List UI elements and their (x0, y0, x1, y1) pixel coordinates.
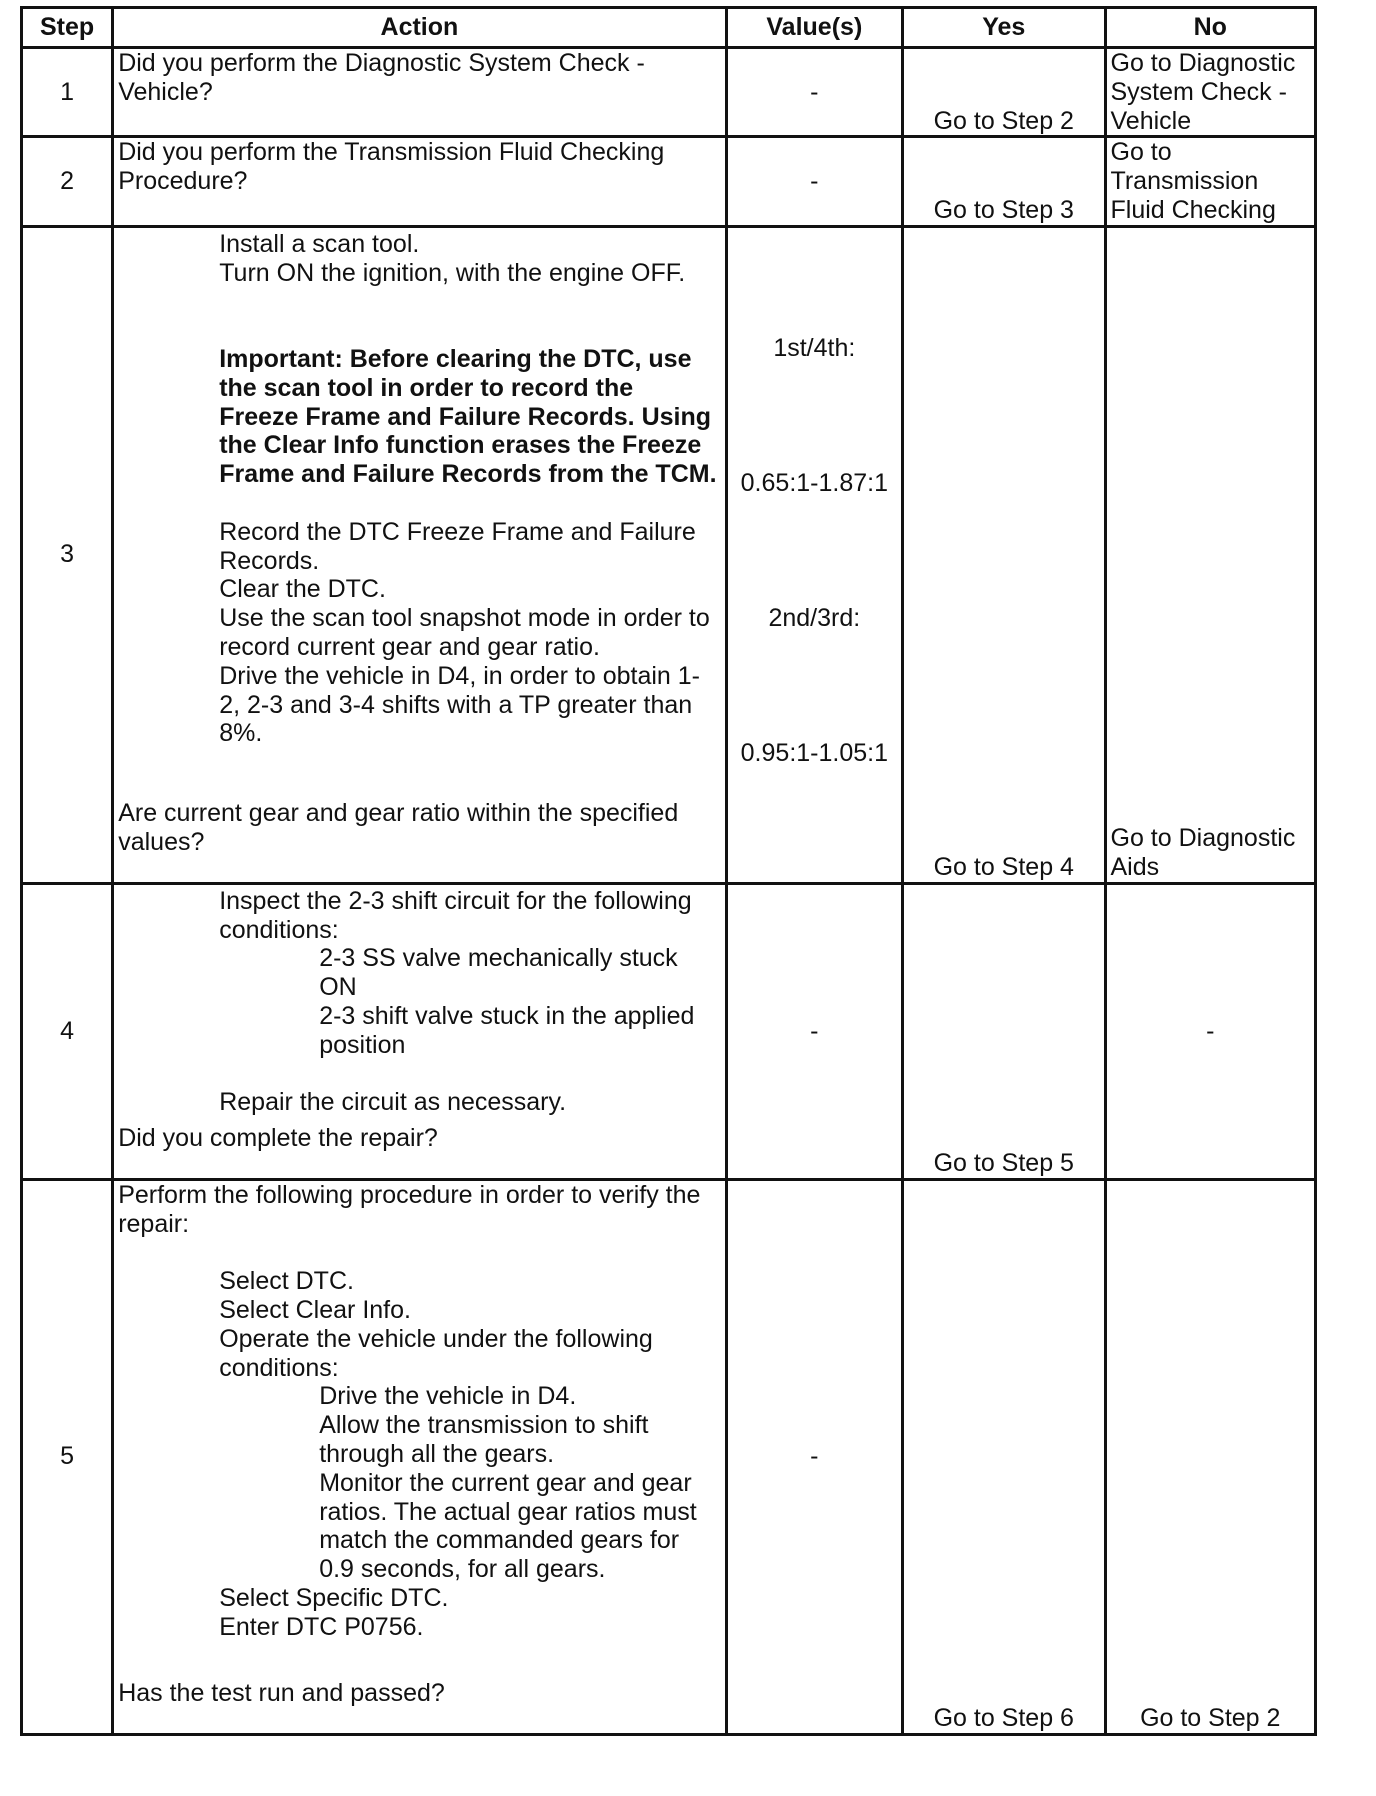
no-link[interactable]: Go to Diagnostic Aids (1110, 824, 1296, 881)
action-step: Enter DTC P0756. (219, 1612, 424, 1641)
action-step: Clear the DTC. (219, 575, 386, 604)
table-row-step-4 (22, 883, 1316, 1179)
value-cell: - (726, 48, 902, 137)
action-step: Repair the circuit as necessary. (219, 1088, 567, 1117)
diagnostic-table (20, 6, 1317, 1736)
action-step: Select Clear Info. (219, 1295, 411, 1324)
table-row-step-1 (22, 48, 1316, 137)
header-action: Action (113, 8, 726, 48)
yes-cell (903, 1179, 1105, 1734)
header-no: No (1105, 8, 1316, 48)
yes-cell (903, 48, 1105, 137)
yes-link[interactable]: Go to Step 2 (933, 106, 1074, 135)
yes-link[interactable]: Go to Step 6 (933, 1703, 1074, 1732)
value-range: 0.95:1-1.05:1 (740, 738, 888, 767)
yes-link[interactable]: Go to Step 4 (933, 852, 1074, 881)
action-text (113, 48, 726, 137)
header-step: Step (22, 8, 113, 48)
action-step: Select DTC. (219, 1267, 354, 1296)
action-step: Select Specific DTC. (219, 1583, 449, 1612)
action-question: Did you perform the Transmission Fluid Checking Procedure? (118, 138, 665, 196)
action-question: Did you complete the repair? (118, 1123, 438, 1152)
action-step: Install a scan tool. (219, 229, 420, 258)
header-yes: Yes (903, 8, 1105, 48)
yes-cell (903, 226, 1105, 883)
action-substep: Drive the vehicle in D4. (319, 1382, 577, 1411)
no-cell: - (1105, 883, 1316, 1179)
table-row-step-3 (22, 226, 1316, 883)
header-row (22, 8, 1316, 48)
action-substep: 2-3 SS valve mechanically stuck ON (319, 944, 678, 1002)
table-row-step-2 (22, 137, 1316, 226)
action-substep: Allow the transmission to shift through all the gears. (319, 1411, 649, 1468)
important-note: Important: Before clearing the DTC, use the scan tool in order to record the Freeze Frame and Failure Records. Using the Clear Info function erases the Freeze Frame and Failure Records from the TCM. (219, 344, 717, 489)
value-label: 1st/4th: (773, 333, 856, 362)
no-cell (1105, 226, 1316, 883)
action-text (113, 226, 726, 883)
action-text (113, 137, 726, 226)
action-step: Turn ON the ignition, with the engine OFF. (219, 258, 686, 287)
no-link[interactable]: Go to Diagnostic System Check - Vehicle (1110, 49, 1296, 135)
action-step: Operate the vehicle under the following conditions: (219, 1324, 653, 1382)
yes-link[interactable]: Go to Step 3 (933, 195, 1074, 224)
value-range: 0.65:1-1.87:1 (740, 468, 888, 497)
step-number: 4 (22, 883, 113, 1179)
value-label: 2nd/3rd: (768, 603, 861, 632)
step-number: 2 (22, 137, 113, 226)
header-values: Value(s) (726, 8, 902, 48)
yes-cell (903, 883, 1105, 1179)
action-intro: Perform the following procedure in order to verify the repair: (118, 1180, 701, 1238)
table-row-step-5 (22, 1179, 1316, 1734)
action-text (113, 883, 726, 1179)
action-substep: Monitor the current gear and gear ratios. The actual gear ratios must match the commanded gears for 0.9 seconds, for all gears. (319, 1468, 697, 1584)
value-cell (726, 226, 902, 883)
no-cell (1105, 48, 1316, 137)
no-cell (1105, 137, 1316, 226)
yes-cell (903, 137, 1105, 226)
step-number: 1 (22, 48, 113, 137)
action-substep: 2-3 shift valve stuck in the applied position (319, 1001, 695, 1059)
action-text (113, 1179, 726, 1734)
action-question: Did you perform the Diagnostic System Check - Vehicle? (118, 49, 645, 106)
action-question: Are current gear and gear ratio within the specified values? (118, 799, 679, 856)
step-number: 5 (22, 1179, 113, 1734)
no-cell (1105, 1179, 1316, 1734)
action-step: Use the scan tool snapshot mode in order to record current gear and gear ratio. (219, 604, 710, 661)
no-link[interactable]: Go to Transmission Fluid Checking (1110, 138, 1276, 224)
value-cell: - (726, 883, 902, 1179)
value-cell: - (726, 1179, 902, 1734)
step-number: 3 (22, 226, 113, 883)
action-step: Inspect the 2-3 shift circuit for the following conditions: (219, 886, 692, 944)
no-link[interactable]: Go to Step 2 (1140, 1703, 1281, 1732)
yes-link[interactable]: Go to Step 5 (933, 1148, 1074, 1177)
action-step: Drive the vehicle in D4, in order to obtain 1-2, 2-3 and 3-4 shifts with a TP greater than 8%. (219, 661, 701, 748)
value-cell: - (726, 137, 902, 226)
action-step: Record the DTC Freeze Frame and Failure Records. (219, 517, 696, 575)
action-question: Has the test run and passed? (118, 1678, 445, 1707)
